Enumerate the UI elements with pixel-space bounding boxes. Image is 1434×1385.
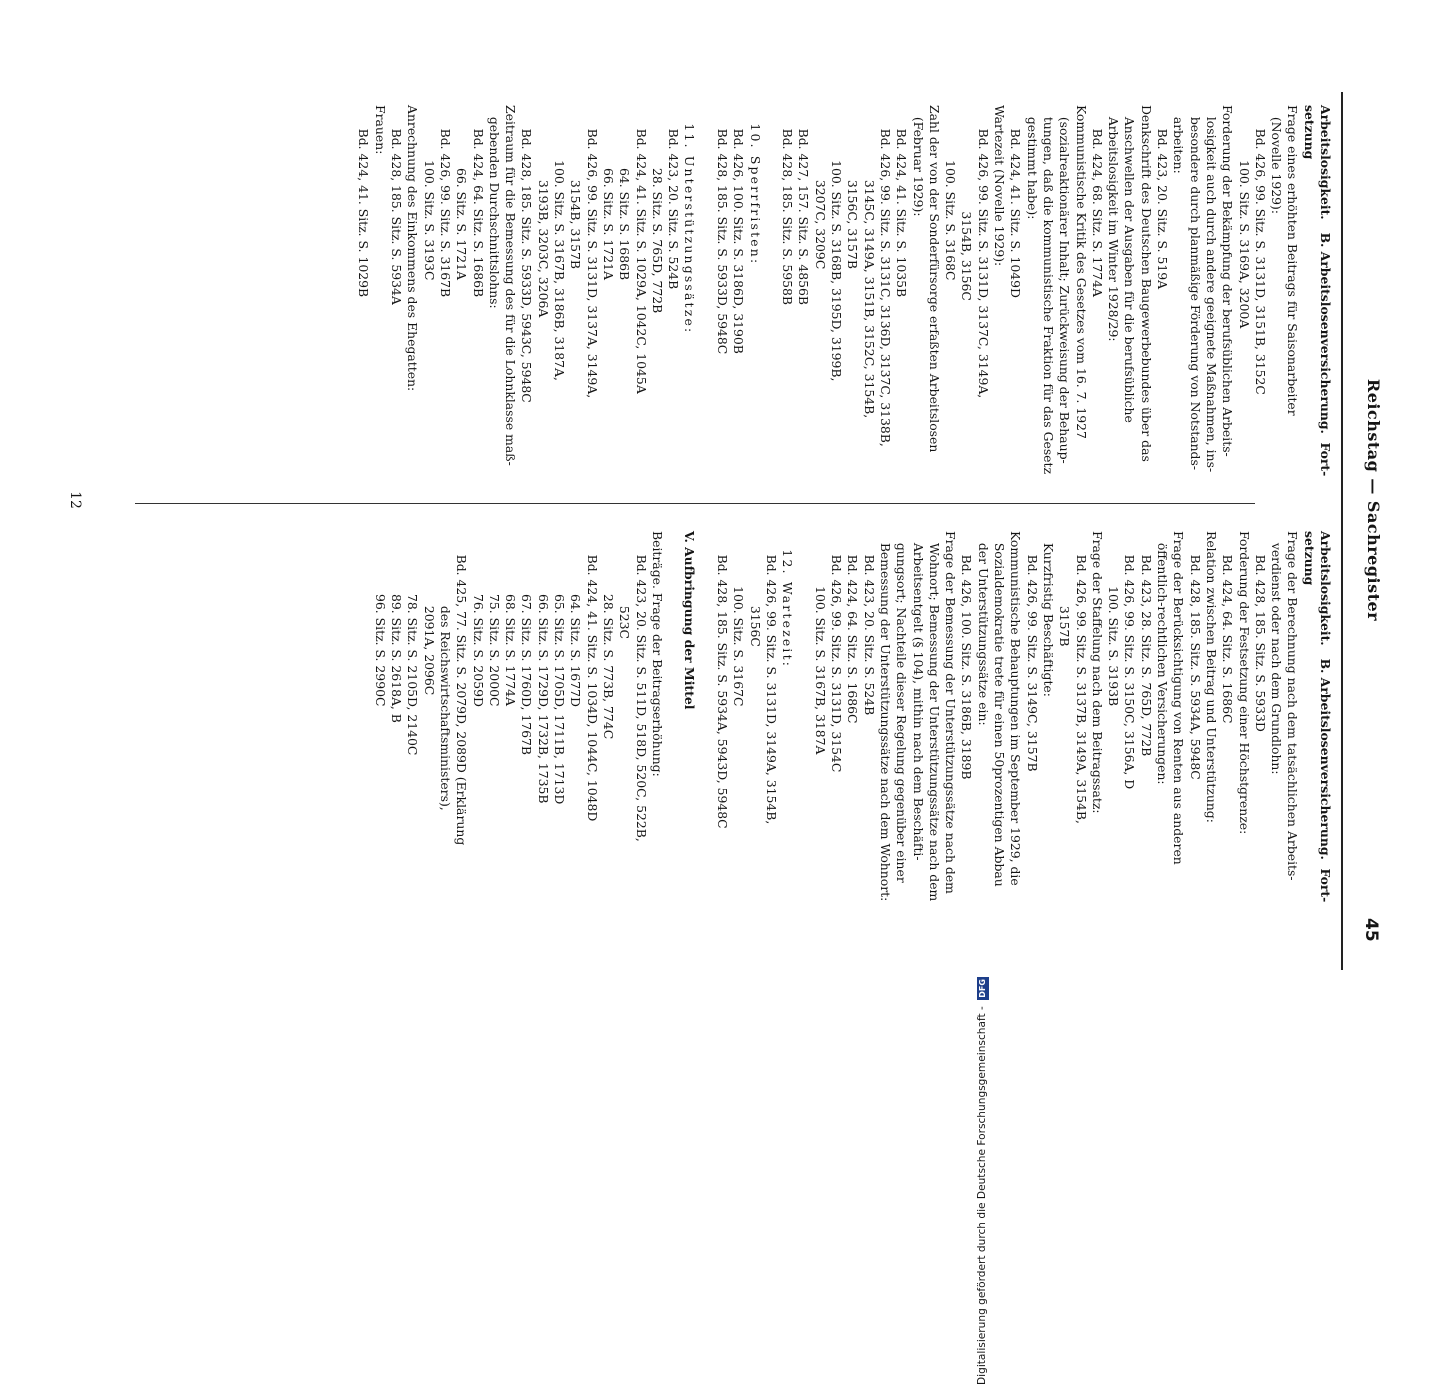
subsection-heading: 10. Sperrfristen: [747, 105, 763, 266]
index-entry-line: 28. Sitz. S. 773B, 774C [600, 531, 616, 740]
index-entry-line: 100. Sitz. S. 3168C [943, 105, 959, 281]
index-entry-line: 523C [617, 531, 633, 639]
index-entry-line: 65. Sitz. S. 1705D, 1711B, 1713D [552, 531, 568, 805]
index-entry-line: Anschwellen der Ausgaben für die berufsübliche [1122, 105, 1138, 423]
index-entry-line: Bd. 426, 99. Sitz. S. 3131D, 3149A, 3154B, [763, 531, 779, 825]
index-entry-line: 100. Sitz. S. 3169A, 3200A [1236, 105, 1252, 329]
index-entry-line: tungen, daß die kommunistische Fraktion für das Gesetz [1040, 105, 1056, 475]
right-column [371, 531, 1333, 931]
index-entry-line: Frage der Bemessung der Unterstützungssätze nach dem [943, 531, 959, 894]
index-entry-line: 3154B, 3156C [959, 105, 975, 301]
index-entry-line: Wartezeit (Novelle 1929): [992, 105, 1008, 267]
index-entry-line: 3154B, 3157B [568, 105, 584, 269]
index-entry-line: besondere durch planmäßige Förderung von Notstands- [1187, 105, 1203, 471]
section-heading: setzung [1301, 531, 1317, 586]
index-entry-line: Kommunistische Behauptungen im September 1929, die [1008, 531, 1024, 886]
digitization-credit [976, 0, 989, 1385]
index-entry-line: Bd. 426, 99. Sitz. S. 3131C, 3136D, 3137C, 3138B, [877, 105, 893, 447]
index-entry-line: Kommunistische Kritik des Gesetzes vom 16. 7. 1927 [1073, 105, 1089, 439]
section-heading: setzung [1301, 105, 1317, 160]
index-entry-line: Bd. 424, 64. Sitz. S. 1686B [470, 105, 486, 298]
subsection-heading: 11. Unterstützungssätze: [682, 105, 698, 335]
index-entry-line: (Februar 1929): [910, 105, 926, 217]
index-entry-line: 100. Sitz. S. 3168B, 3195D, 3199B, [829, 105, 845, 382]
index-entry-line: Beiträge. Frage der Beitragserhöhung: [649, 531, 665, 777]
index-entry-line: Bd. 424, 64. Sitz. S. 1686C [1220, 531, 1236, 724]
index-entry-line: 75. Sitz. S. 2000C [486, 531, 502, 707]
index-entry-line: Bd. 423, 20. Sitz. S. 524B [861, 531, 877, 716]
index-entry-line: 3193B, 3203C, 3206A [535, 105, 551, 318]
index-entry-line: Forderung der Festsetzung einer Höchstgrenze: [1236, 531, 1252, 835]
index-entry-line: Bd. 428, 185. Sitz. S. 5934A, 5943D, 5948C [715, 531, 731, 829]
index-entry-line [697, 105, 713, 485]
index-entry-line: Bd. 424, 41. Sitz. S. 1049D [1008, 105, 1024, 298]
index-entry-line: 64. Sitz. S. 1677D [568, 531, 584, 707]
index-entry-line: Bd. 424, 64. Sitz. S. 1686C [845, 531, 861, 724]
dfg-logo-icon: DFG [978, 979, 987, 998]
index-entry-line: 68. Sitz. S. 1774A [503, 531, 519, 706]
index-entry-line: Bd. 426, 100. Sitz. S. 3186D, 3190B [731, 105, 747, 354]
index-entry-line: Bd. 428, 185. Sitz. S. 5958B [780, 105, 796, 305]
index-entry-line: gebenden Durchschnittslohns: [486, 105, 502, 309]
index-entry-line: Zahl der von der Sonderfürsorge erfaßten Arbeitslosen [926, 105, 942, 453]
index-entry-line: 28. Sitz. S. 765D, 772B [649, 105, 665, 314]
index-entry-line: 100. Sitz. S. 3167B, 3187A [812, 531, 828, 755]
index-entry-line: Bd. 428, 185. Sitz. S. 5934A, 5948C [1187, 531, 1203, 780]
index-entry-line: Frage der Berücksichtigung von Renten aus anderen [1171, 531, 1187, 865]
index-entry-line: öffentlich-rechtlichen Versicherungen: [1155, 531, 1171, 785]
index-entry-line: 2091A, 2096C [421, 531, 437, 696]
index-entry-line: Bd. 424, 68. Sitz. S. 1774A [1089, 105, 1105, 297]
index-entry-line: arbeiten: [1171, 105, 1187, 174]
index-entry-line: Bd. 428, 185. Sitz. S. 5933D, 5948C [715, 105, 731, 355]
index-entry-line: verdienst oder nach dem Grundlohn: [1269, 531, 1285, 775]
index-entry-line: 100. Sitz. S. 3167C [731, 531, 747, 707]
index-entry-line: Bd. 423, 20. Sitz. S. 519A [1155, 105, 1171, 290]
index-entry-line: Bemessung der Unterstützungssätze nach dem Wohnort: [877, 531, 893, 902]
index-entry-line: Denkschrift des Deutschen Baugewerbebundes über das [1138, 105, 1154, 462]
index-entry-line: des Reichswirtschaftsministers), [437, 531, 453, 811]
page-header [1325, 0, 1405, 1000]
index-entry-line: 100. Sitz. S. 3167B, 3186B, 3187A, [552, 105, 568, 381]
index-entry-line: Bd. 424, 41. Sitz. S. 1034D, 1044C, 1048D [584, 531, 600, 822]
running-head: Reichstag — Sachregister [1364, 378, 1383, 622]
index-entry-line: 3207C, 3209C [812, 105, 828, 270]
index-entry-line: Bd. 428, 185. Sitz. S. 5933D, 5943C, 5948C [519, 105, 535, 403]
index-entry-line: 89. Sitz. S. 2618A, B [389, 531, 405, 723]
index-entry-line: Bd. 426, 99. Sitz. S. 3131D, 3151B, 3152C [1252, 105, 1268, 395]
index-entry-line: (sozialreaktionärer Inhalt; Zurückweisung der Behaup- [1057, 105, 1073, 464]
index-entry-line: 3156C [747, 531, 763, 647]
index-entry-line: 76. Sitz. S. 2059D [470, 531, 486, 707]
index-entry-line: 96. Sitz. S. 2990C [372, 531, 388, 707]
index-entry-line: Bd. 423, 20. Sitz. S. 511D, 518D, 520C, 522B, [633, 531, 649, 842]
index-entry-line: Bd. 424, 41. Sitz. S. 1035B [894, 105, 910, 298]
index-entry-line [697, 531, 713, 931]
index-entry-line: 66. Sitz. S. 1721A [600, 105, 616, 280]
header-rule [1342, 92, 1344, 970]
section-heading: V. Aufbringung der Mittel [682, 531, 698, 710]
index-entry-line: Forderung der Bekämpfung der berufsüblichen Arbeits- [1220, 105, 1236, 457]
index-entry-line: Bd. 423, 28. Sitz. S. 765D, 772B [1138, 531, 1154, 757]
index-entry-line: Kurzfristig Beschäftigte: [1040, 531, 1056, 697]
index-entry-line [665, 531, 681, 931]
index-entry-line: 100. Sitz. S. 3193C [421, 105, 437, 281]
index-entry-line: Bd. 426, 99. Sitz. S. 3149C, 3157B [1024, 531, 1040, 772]
page-number: 45 [1361, 918, 1381, 942]
index-entry-line: 66. Sitz. S. 1729D, 1732B, 1735B [535, 531, 551, 804]
index-entry-line: Bd. 425, 77. Sitz. S. 2079D, 2089D (Erklärung [454, 531, 470, 846]
index-entry-line: 100. Sitz. S. 3193B [1106, 531, 1122, 707]
index-entry-line: Frage der Staffelung nach dem Beitragssatz: [1089, 531, 1105, 814]
index-entry-line: der Unterstützungssätze ein: [975, 531, 991, 726]
index-entry-line: Bd. 424, 41. Sitz. S. 1029B [356, 105, 372, 298]
index-entry-line: Arbeitsentgelt (§ 104), mithin nach dem Beschäfti- [910, 531, 926, 861]
rotated-page [5, 0, 1405, 1000]
index-entry-line: Frage der Berechnung nach dem tatsächlichen Arbeits- [1285, 531, 1301, 881]
index-entry-line: Zeitraum für die Bemessung des für die Lohnklasse maß- [503, 105, 519, 466]
index-entry-line: Frauen: [372, 105, 388, 155]
index-entry-line: 67. Sitz. S. 1760D, 1767B [519, 531, 535, 755]
index-entry-line: Bd. 428, 185. Sitz. S. 5933D [1252, 531, 1268, 732]
index-entry-line: 78. Sitz. S. 2105D, 2140C [405, 531, 421, 756]
index-entry-line: gestimmt habe): [1024, 105, 1040, 220]
index-entry-line: gungsort; Nachteile dieser Regelung gegenüber einer [894, 531, 910, 883]
index-entry-line: Arbeitslosigkeit im Winter 1928/29: [1106, 105, 1122, 342]
index-entry-line: Sozialdemokratie trete für einen 50prozentigen Abbau [992, 531, 1008, 887]
index-entry-line [763, 105, 779, 485]
index-entry-line: 3145C, 3149A, 3151B, 3152C, 3154B, [861, 105, 877, 419]
credit-text: Digitalisierung gefördert durch die Deutsche Forschungsgemeinschaft - [976, 1006, 988, 1385]
index-entry-line: Bd. 428, 185. Sitz. S. 5934A [389, 105, 405, 305]
index-entry-line: Bd. 426, 99. Sitz. S. 3131D, 3137A, 3149A, [584, 105, 600, 399]
left-column [355, 105, 1333, 485]
index-entry-line: Bd. 424, 41. Sitz. S. 1029A, 1042C, 1045A [633, 105, 649, 394]
section-heading: Arbeitslosigkeit. B. Arbeitslosenversicherung. Fort- [1318, 105, 1333, 477]
index-entry-line: losigkeit auch durch andere geeignete Maßnahmen, ins- [1203, 105, 1219, 473]
index-entry-line: Bd. 426, 99. Sitz. S. 3137B, 3149A, 3154B, [1073, 531, 1089, 824]
index-entry-line: 66. Sitz. S. 1721A [454, 105, 470, 280]
index-entry-line: Relation zwischen Beitrag und Unterstützung: [1203, 531, 1219, 823]
index-entry-line: Bd. 426, 99. Sitz. S. 3150C, 3156A, D [1122, 531, 1138, 790]
index-entry-line: 64. Sitz. S. 1686B [617, 105, 633, 281]
index-entry-line: Bd. 423, 20. Sitz. S. 524B [666, 105, 682, 290]
index-entry-line: Bd. 426, 99. Sitz. S. 3131D, 3137C, 3149A, [975, 105, 991, 399]
index-entry-line: Anrechnung des Einkommens des Ehegatten: [405, 105, 421, 392]
index-entry-line: Bd. 426, 99. Sitz. S. 3131D, 3154C [829, 531, 845, 773]
index-entry-line: 3156C, 3157B [845, 105, 861, 269]
index-entry-line: Bd. 426, 99. Sitz. S. 3167B [437, 105, 453, 298]
index-entry-line [795, 531, 811, 931]
index-entry-line: Bd. 427, 157. Sitz. S. 4856B [796, 105, 812, 305]
index-entry-line: Wohnort; Bemessung der Unterstützungssätze nach dem [926, 531, 942, 902]
column-divider [135, 503, 1255, 504]
section-heading: Arbeitslosigkeit. B. Arbeitslosenversicherung. Fort- [1318, 531, 1333, 903]
index-entry-line: Bd. 426, 100. Sitz. S. 3186B, 3189B [959, 531, 975, 780]
footer-page-number: 12 [67, 491, 83, 509]
subsection-heading: 12. Wartezeit: [780, 531, 796, 669]
index-entry-line: (Novelle 1929): [1269, 105, 1285, 215]
index-entry-line: 3157B [1057, 531, 1073, 647]
index-entry-line: Frage eines erhöhten Beitrags für Saisonarbeiter [1285, 105, 1301, 416]
